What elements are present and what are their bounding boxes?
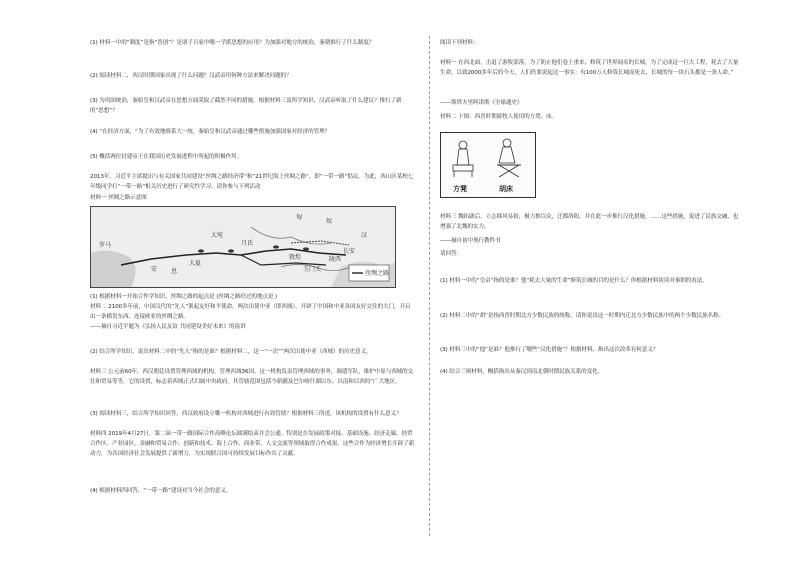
left-q6: (1) 根据材料一开始合作学知识，丝绸之路的起点是 (丝绸之路经过的地点是 ) xyxy=(90,294,278,300)
right-m3: 材料三 魏拓跋后，立志移风易俗，极力推以众，迁都洛阳，并在此一步推行汉化措施，……这些措施，促进了民族交融，也增强了北魏的实力。 xyxy=(440,214,739,230)
left-q1: (1) 材料一中的“制度”是指“普创”？是诸子百家中哪一学派思想的应用？为加强对地方的统治，秦朝推行了什么制度？ xyxy=(90,40,375,46)
left-m2: 材料二 2100多年前，中国汉代的“先人”架起友好和平使命，两次出使中亚（即西域），开辟了中国和中亚各国友好交往的大门，开启由一条横贯东西、连接欧亚的丝绸之路。 xyxy=(90,304,411,320)
left-m3: 材料三 公元前60年，西汉朝廷设置管理西域的机构，管理西域36国。这一机构负责管理西域的事务，调遣军队，维护中原与西域的交往和贸易等等。它的设置，标志着西域正式归属中央政府。其管辖范围包括今新疆及巴尔喀什湖以东、以南和以西的“广大地区。 xyxy=(90,369,414,385)
map-label-xiong: 匈 xyxy=(296,214,303,221)
furniture-drawing xyxy=(441,133,535,197)
map-label-dawan: 大宛 xyxy=(211,232,224,239)
map-label-xi: 息 xyxy=(171,268,178,275)
fig-label-huchuang: 胡床 xyxy=(499,184,513,193)
map-legend-label: 丝绸之路 xyxy=(365,270,390,277)
left-q5: (5) 概括两位封建帝王在我国历史发展进程中所起的积极作用。 xyxy=(90,154,243,160)
right-m1: 材料一 在西北面，击退了游牧部落，为了防止他们卷土重来，修筑了世界闻名的长城，为了完成这一巨大工程，耗去了大量生命，以致2000多年后的今天，人们仍要说起这一事实：有100万人修筑长城而死去，长城的每一块石头都是一条人命。” xyxy=(440,60,739,76)
map-label-nu: 奴 xyxy=(326,218,333,225)
map-label-rome: 罗马 xyxy=(99,242,112,249)
right-ask: 请回答： xyxy=(440,251,462,257)
right-q4: (4) 结合三则材料，概括指出从秦汉到南北朝时期民族关系的变化。 xyxy=(440,369,604,375)
material1-title: 材料一 丝绸之路示意图 xyxy=(90,195,147,201)
map-label-an: 安 xyxy=(151,266,158,273)
left-q2: (2) 阅读材料二，西汉时期国家出现了什么问题？汉武帝用何种方法来解决问题的？ xyxy=(90,73,292,79)
left-q4: (4) “在经济方面，“为了有效地维系大一统，秦始皇和汉武帝通过哪些措施加强国家对经济的管理？ xyxy=(90,129,331,135)
right-m3-source: ——摘自初中现行教科书 xyxy=(440,238,501,244)
map-label-yumenguan: 玉门关 xyxy=(303,266,322,273)
column-divider xyxy=(429,36,430,536)
silk-road-map xyxy=(90,206,396,288)
fig-label-stool: 方凳 xyxy=(453,184,467,193)
right-heading: 阅读下列材料： xyxy=(440,40,479,46)
map-label-dunhuang: 敦煌 xyxy=(289,254,302,261)
right-q2: (2) 材料二中的“胡”是指西晋时期北方少数民族的统称，请你说出这一时期内迁北方少数民族中的两个少数民族名称。 xyxy=(440,313,725,319)
left-intro: 2013年，习近平主席提出与有关国家共同建设“丝绸之路经济带”和“21世纪海上丝绸之路”，即“一带一路”倡议。为此，西山区某校七年级同学打“一带一路”相关历史进行了研究性学习。请你参与下列活动 xyxy=(90,174,414,190)
left-q7: (2) 结合所学知识，说出材料二中的“先人”指的是谁？根据材料二，这一“一次”“两次出使中亚（西域）的历史意义。 xyxy=(90,349,372,355)
left-m2-source: ——摘自习近平题为《弘扬人民友谊 共同建设美好未来》的演讲 xyxy=(90,324,246,330)
right-q3: (3) 材料三中的“他”是谁？他推行了哪些“汉化措施”？根据材料，指出这次改革有何意义？ xyxy=(440,347,659,353)
left-q3: (3) 为巩固统治，秦始皇和汉武帝在思想方面采取了截然不同的措施。根据材料三及所学知识，汉武帝听取了什么建议？推行了新的“思想”？ xyxy=(90,98,402,114)
map-label-changan: 长安 xyxy=(343,248,356,255)
left-q9: (4) 根据材料四回答，“一带一路”建设对当今社会的意义。 xyxy=(90,488,232,494)
map-label-daxia: 大夏 xyxy=(189,260,202,267)
left-m4: 材料四 2019年4月27日，第二届一带一路国际合作高峰论坛圆满结束并会公通。特别是在发展政策对接、基础设施、经济走廊、经贸合作区、产业园区、金融和贸易合作、创新和技术、海上合作、商业带、人文交流等领域取得合作成果。这些合作为经济增长开辟了新动力，为各国经济社会发展提供了新增力，为实现联合国可持续发展目标作出了贡献。 xyxy=(90,431,415,457)
map-label-han: 汉 xyxy=(361,232,368,239)
right-q1: (1) 材料一中的“皇帝”指的是谁？他“耗去大量的生命”修筑长城的目的是什么？你根据材料谈谈对秦朝的看法。 xyxy=(440,278,708,284)
silk-road-map-drawing xyxy=(91,207,395,287)
right-m1-source: ——斯塔夫里阿诺斯《全球通史》 xyxy=(440,100,523,106)
map-label-yuezhi: 月氏 xyxy=(241,240,254,247)
right-m2-title: 材料二 下图：西晋时期游牧人使用的方凳、床。 xyxy=(440,114,558,120)
map-label-longxi: 陇西 xyxy=(329,256,342,263)
furniture-illustration xyxy=(440,132,536,198)
left-q8: (3) 阅读材料三，结合所学知识回答，西汉政府设立哪一机构对西域进行有效管辖？根据材料三所述，该机构的设置有什么意义？ xyxy=(90,411,402,417)
